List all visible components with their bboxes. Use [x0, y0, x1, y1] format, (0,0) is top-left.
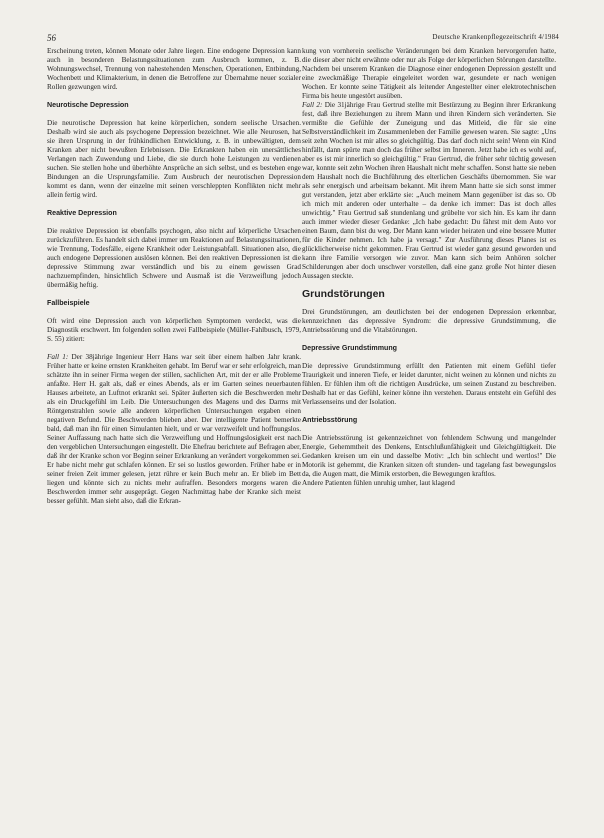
fall1-text: Der 38jährige Ingenieur Herr Hans war seit über einem halben Jahr krank. Früher hatte er keine ernsten Krankheiten gehabt. Im Beruf war er sehr erfolgreich, man schätzte ihn in seiner Firma wegen der stillen, sachlichen Art, mit der er alle Probleme anfaßte. Herr H. galt als, daß er eines Abends, als er im Garten seines neuerbauten Hauses arbeitete, an Luftnot erkrankt sei. Später äußerten sich die Beschwerden mehr als ein Druckgefühl im Leib. Die Untersuchungen des Magens und des Darms mit Röntgenstrahlen sowie alle anderen körperlichen Untersuchungen ergaben einen negativen Befund. Die Beschwerden blieben aber. Der intelligente Patient bemerkte bald, daß man ihn für einen Simulanten hielt, und er war verzweifelt und hoffnungslos. Seiner Auffassung nach hatte sich die Verzweiflung und Hoffnungslosigkeit erst nach den vergeblichen Untersuchungen eingestellt. Die Ehefrau berichtete auf Befragen aber, daß ihr der Kranke schon vor Beginn seiner Erkrankung an verändert vorgekommen sei. Er habe nicht mehr gut schlafen können. Er sei so lustlos geworden. Früher habe er in seiner freien Zeit immer gelesen, jetzt rühre er kein Buch mehr an. Er blieb im Bett liegen und könnte sich zu nichts mehr aufraffen. Besonders morgens waren die Beschwerden immer sehr ausgeprägt. Gegen Nachmittag habe der Kranke sich meist besser gefühlt. Man sieht also, daß die Erkran- — [47, 353, 301, 505]
fall2-label: Fall 2: — [302, 101, 323, 109]
neurotische-paragraph: Die neurotische Depression hat keine körperlichen, sondern seelische Ursachen. Deshalb wird sie auch als psychogene Depression bezeichnet. Wie alle Neurosen, hat sie ihren Ursprung in der frühkindlichen Entwicklung, z. B. in unbewältigten, dem Kranken aber nicht bewußten Erlebnissen. Die Erkrankten haben ein unersättliches Verlangen nach Zuwendung und Liebe, die sie durch hohe Leistungen zu verdienen suchen. Sie stellen hohe und überhöhte Ansprüche an sich selbst, und es bestehen enge Bindungen an die Ursprungsfamilie. Zum Ausbruch der neurotischen Depression kommt es dann, wenn der einzelne mit seinen verschleppten Konflikten nicht mehr allein fertig wird. — [47, 119, 301, 199]
page-number: 56 — [47, 33, 56, 43]
fall1-continuation: kung von vornherein seelische Veränderungen bei dem Kranken hervorgerufen hatte, die dieser aber nicht erwähnte oder nur als Folge der körperlichen Störungen darstellte. Nachdem bei unserem Kranken die Diagnose einer endogenen Depression gestellt und eine zweckmäßige Therapie eingeleitet worden war, gesundete er nach wenigen Wochen. Er konnte seine Tätigkeit als leitender Angestellter einer elektrotechnischen Firma bis heute ungestört ausüben. — [302, 47, 556, 100]
heading-depressive-grundstimmung: Depressive Grundstimmung — [302, 344, 398, 352]
intro-paragraph: Erscheinung treten, können Monate oder Jahre liegen. Eine endogene Depression kann auch in besonderen Belastungssituationen zum Ausbruch kommen, z. B. Wohnungswechsel, Trennung von nahestehenden Menschen, Operationen, Entbindung, Wochenbett und Klimakterium, in denen die Betroffene zur Übernahme neuer sozialer Rollen gezwungen wird. — [47, 47, 301, 91]
grundstimmung-paragraph: Die depressive Grundstimmung erfüllt den Patienten mit einem Gefühl tiefer Traurigkeit und inneren Tiefe, er leidet darunter, nicht weinen zu können und nichts zu fühlen. Er fühlen ihm oft die richtigen Ausdrücke, um seinen Zustand zu beschreiben. Deshalb hat er das Gefühl, keiner könne ihn verstehen. Daraus entsteht ein Gefühl des Verlassenseins und der Isolation. — [302, 362, 556, 406]
fall2-text: Die 31jährige Frau Gertrud stellte mit Bestürzung zu Beginn ihrer Erkrankung fest, daß ihre Beziehungen zu ihrem Mann und ihren Kindern sich veränderten. Sie vermißte die Gefühle der Zuneigung und das Mitleid, die für sie eine Selbstverständlichkeit im Zusammenleben der Familie gewesen waren. Sie sagte: „Uns seit zehn Wochen ist mir alles so gleichgültig. Das darf doch nicht sein! Wenn ein Kind hinfällt, dann spürte man doch das früher selbst im Inneren. Jetzt habe ich es wohl auf, aber es ist mir innerlich so gleichgültig." Frau Gertrud, die früher sehr tüchtig gewesen war, konnte seit zehn Wochen ihren Haushalt nicht mehr schaffen. Sonst hatte sie neben dem Haushalt noch die Buchführung des elterlichen Geschäfts übernommen. Sie war als sehr energisch und arbeitsam bekannt. Mit ihrem Mann hatte sie sich sonst immer gut verstanden, jetzt aber erklärte sie: „Auch meinem Mann gegenüber ist das so. Ob ich mich mit anderen oder unterhalte – da denke ich immer: Das ist doch alles unwichtig." Frau Gertrud saß stundenlang und grübelte vor sich hin. Es kam ihr dann auch immer wieder dieser Gedanke: „Ich habe gedacht: Du fährst mit dem Auto vor einen Baum, dann bist du weg. Der Mann kann wieder heiraten und eine bessere Mutter für die Kinder nehmen. Ich habe ja versagt." Zur Ausführung dieses Planes ist es glücklicherweise nicht gekommen. Frau Gertrud ist wieder ganz gesund geworden und kann ihre Familie versorgen wie zuvor. Man kann sich beim Anhören solcher Schilderungen aber doch unschwer vorstellen, daß eine ganz große Not hinter diesen Aussagen steckte. — [302, 101, 557, 280]
grundstoerungen-paragraph: Drei Grundstörungen, am deutlichsten bei der endogenen Depression erkennbar, kennzeichnen das depressive Syndrom: die depressive Grundstimmung, die Antriebsstörung und die Vitalstörungen. — [302, 308, 556, 334]
fall2-paragraph — [302, 101, 556, 281]
heading-neurotische-depression: Neurotische Depression — [47, 101, 129, 109]
heading-fallbeispiele: Fallbeispiele — [47, 299, 90, 307]
right-column — [302, 47, 556, 497]
heading-antriebsstoerung: Antriebsstörung — [302, 416, 358, 424]
left-column — [47, 47, 301, 506]
fallbeispiele-intro: Oft wird eine Depression auch von körperlichen Symptomen verdeckt, was die Diagnostik erschwert. Im folgenden sollen zwei Fallbeispiele (Müller-Fahlbusch, 1979, S. 55) zitiert: — [47, 317, 301, 343]
heading-reaktive-depression: Reaktive Depression — [47, 209, 117, 217]
fall1-paragraph — [47, 353, 301, 506]
heading-grundstoerungen: Grundstörungen — [302, 288, 385, 300]
running-header: Deutsche Krankenpflegezeitschrift 4/1984 — [432, 33, 559, 41]
antrieb-paragraph: Die Antriebsstörung ist gekennzeichnet von fehlendem Schwung und mangelnder Energie, Gehemmtheit des Denkens, Entschlußunfähigkeit und Gleichgültigkeit. Die Gedanken kreisen um ein und dasselbe Motiv: „Ich bin schlecht und wertlos!" Die Motorik ist gehemmt, die Kranken sitzen oft stunden- und tagelang fast bewegungslos da, die Augen matt, die Mimik erstorben, die Bewegungen kraftlos. — [302, 434, 556, 478]
antrieb-last-line: Andere Patienten fühlen unruhig umher, laut klagend — [302, 479, 455, 487]
fall1-label: Fall 1: — [47, 353, 69, 361]
reaktive-paragraph: Die reaktive Depression ist ebenfalls psychogen, also nicht auf körperliche Ursachen zurückzuführen. Es handelt sich dabei immer um Reaktionen auf Belastungssituationen, wie Trennung, Todesfälle, eigene Krankheit oder Leistungsabfall. Situationen also, die auch endogene Depressionen auslösen können. Bei den reaktiven Depressionen ist die depressive Stimmung zwar verständlich und bis zu einem gewissen Grad nachzuempfinden, hinsichtlich Schwere und Ausmaß ist die Verzweiflung jedoch übermäßig heftig. — [47, 227, 301, 289]
